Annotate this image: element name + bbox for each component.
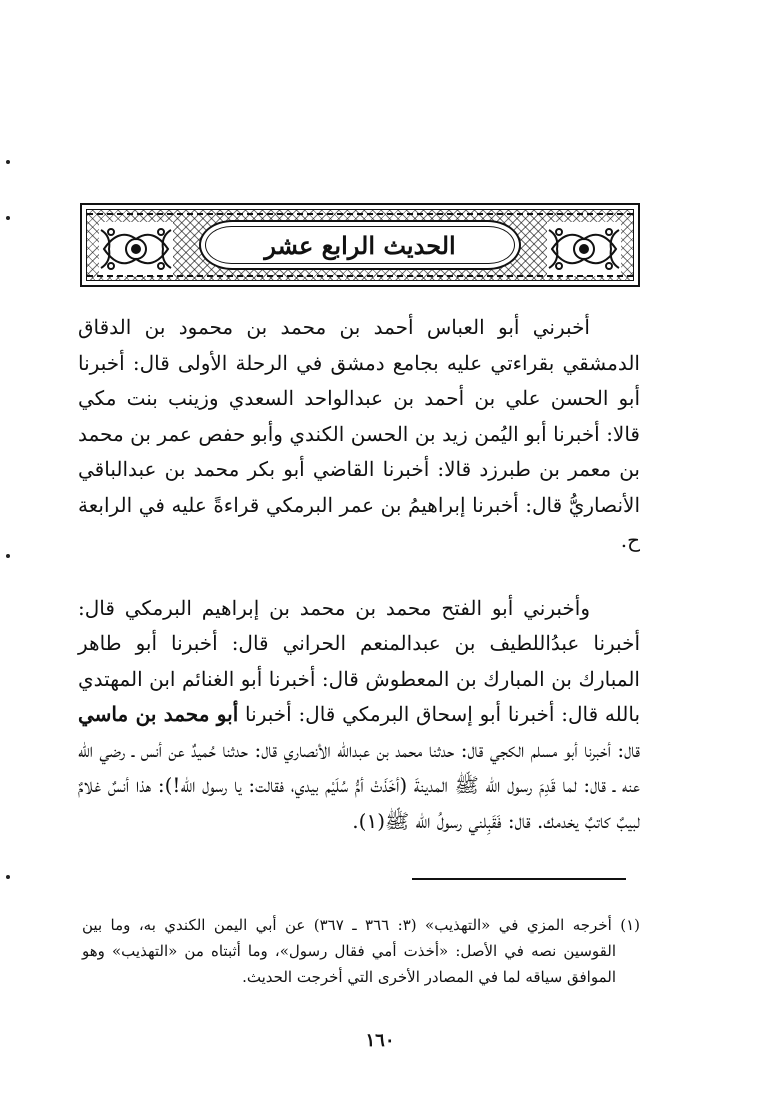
arabesque-ornament-icon <box>547 222 621 276</box>
paragraph-text: وأخبرني أبو الفتح محمد بن محمد بن إبراهيم البرمكي قال: أخبرنا عبدُاللطيف بن عبدالمنعم الحراني قال: أخبرنا أبو طاهر المبارك بن المبارك بن المعطوش قال: أخبرنا أبو الغنائم ابن المهتدي بالله قال: أخبرنا أبو إسحاق البرمكي قال: أخبرنا <box>78 595 641 726</box>
paragraph-text: أخبرني أبو العباس أحمد بن محمد بن محمود بن الدقاق الدمشقي بقراءتي عليه بجامع دمشق في الرحلة الأولى قال: أخبرنا أبو الحسن علي بن أحمد بن عبدالواحد السعدي وزينب بنت مكي قالا: أخبرنا أبو اليُمن زيد بن الحسن الكندي وأبو حفص عمر بن محمد بن معمر بن طبرزد قالا: أخبرنا القاضي أبو بكر محمد بن عبدالباقي الأنصاريُّ قال: أخبرنا إبراهيمُ بن عمر البرمكي قراءةً عليه في الرابعة ح. <box>78 315 641 552</box>
banner-pattern <box>86 209 634 281</box>
paragraph-isnad-1 <box>78 310 640 559</box>
paragraph-text: قال: أخبرنا أبو مسلم الكجي قال: حدثنا محمد بن عبدالله الأنصاري قال: حدثنا حُميدٌ عن أنس ـ رضي الله عنه ـ قال: لما قَدِمَ رسول الله ﷺ المدينةَ (أخَذَتْ أمُّ سُلَيْم بيدي، فقالت: يا رسول الله!): هذا أنسٌ غلامٌ لبيبٌ كاتبٌ يخدمك. قال: فَقَبِلني رسولُ الله ﷺ(١). <box>78 737 640 833</box>
paragraph-isnad-2 <box>78 591 640 840</box>
main-text <box>78 310 640 839</box>
ornamental-heading-banner <box>80 203 640 287</box>
page-number: ١٦٠ <box>365 1030 395 1051</box>
margin-speck <box>6 875 10 879</box>
footnotes <box>82 912 640 990</box>
margin-speck <box>6 216 10 220</box>
title-cartouche <box>199 220 521 270</box>
bold-narrator-name: أبو محمد بن ماسي <box>78 702 239 726</box>
margin-speck <box>6 554 10 558</box>
footnote-1: (١) أخرجه المزي في «التهذيب» (٣: ٣٦٦ ـ ٣٦٧) عن أبي اليمن الكندي به، وما بين القوسين نصه في الأصل: «أخذت أمي فقال رسول»، وما أثبتاه من «التهذيب» وهو الموافق سياقه لما في المصادر الأخرى التي أخرجت الحديث. <box>82 916 640 986</box>
footnote-separator <box>412 878 626 880</box>
margin-speck <box>6 160 10 164</box>
hadith-heading: الحديث الرابع عشر <box>264 230 456 260</box>
arabesque-ornament-icon <box>99 222 173 276</box>
